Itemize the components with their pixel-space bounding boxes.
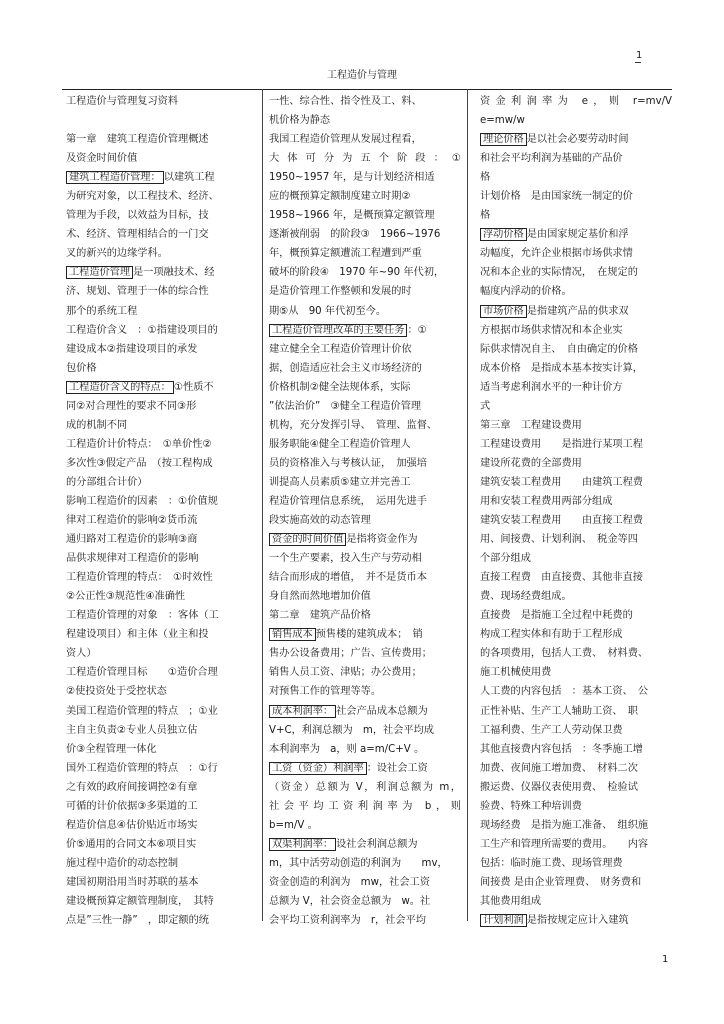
text-line [269,244,461,263]
line-text: 工程造价计价特点： ①单价性② [66,438,212,450]
line-text: 用、间接费、计划利润、 税金等四 [480,534,638,546]
line-text: 点是”三性一静” ，即定额的统 [66,915,209,927]
text-line [66,740,256,759]
line-text: 建筑安装工程费用 由建筑工程费 [480,476,643,488]
line-text: 工程造价管理的特点： ①时效性 [66,572,213,584]
text-line [269,797,461,816]
text-line [66,168,256,187]
text-line [269,149,461,168]
text-line [66,702,256,721]
line-text: 包括：临时施工费、现场管理费 [480,857,623,869]
text-line [66,187,256,206]
boxed-term: 计划利润 [480,914,527,927]
text-line [269,835,461,854]
line-text: 程造价管理信息系统， 运用先进手 [269,495,427,507]
text-line [480,397,672,416]
text-line [480,625,672,644]
line-text: 建筑安装工程费用 由直接工程费 [480,515,643,527]
line-text: 国外工程造价管理的特点 ：①行 [66,762,218,774]
line-text: 的分部组合计价） [66,476,148,488]
text-line [480,130,672,149]
text-line [269,263,461,282]
text-line [66,206,256,225]
text-column-left [66,92,256,930]
text-line [66,435,256,454]
text-line [66,549,256,568]
line-text: 直接费 是指施工全过程中耗费的 [480,610,633,622]
line-text: 济、规划、管理于一体的综合性 [66,286,209,298]
text-line [269,492,461,511]
text-line [66,130,256,149]
boxed-term: 工程造价含义的特点： [66,381,174,394]
line-text: 服务职能④健全工程造价管理人 [269,438,411,450]
line-text: 破坏的阶段④ 1970 年~90 年代初， [269,267,445,279]
text-line [269,302,461,321]
text-line [480,759,672,778]
boxed-term: 建筑工程造价管理： [66,171,164,184]
line-text: 工程造价与管理复习资料 [66,96,179,107]
page-number-top: 1 [636,50,643,61]
line-text: 以建筑工程 [163,172,215,184]
text-line [480,606,672,625]
line-text: 人工费的内容包括 ：基本工资、 公 [480,686,649,698]
text-line [480,816,672,835]
line-text: 正性补贴、生产工人辅助工资、 职 [480,705,638,717]
text-line [66,606,256,625]
text-line [269,778,461,797]
page-number-bottom: 1 [662,954,669,965]
text-line [480,721,672,740]
column-divider-2 [467,89,468,921]
text-line [269,454,461,473]
line-text: 个部分组成 [480,553,531,565]
text-line [269,168,461,187]
line-text: 成的机制不同 [66,419,128,431]
line-text: ①性质不 [173,381,214,393]
line-text: 一性、综合性、指令性及工、料、 [269,96,422,107]
line-text: 建设概预算定额管理制度， 其特 [66,895,214,907]
line-text: 品供求规律对工程造价的影响 [66,553,199,565]
text-line [269,397,461,416]
line-text: 加费、夜间施工增加费、 材料二次 [480,762,638,774]
line-text: 通归路对工程造价的影响③商 [66,534,198,546]
line-text: 用和安装工程费用两部分组成 [480,495,613,507]
text-line [480,873,672,892]
line-text: 格 [480,172,491,184]
text-line [480,778,672,797]
text-line [480,282,672,301]
text-line [269,530,461,549]
line-text: 大体可分为五个阶段：① [269,153,461,165]
text-line [480,263,672,282]
text-line [269,587,461,606]
line-text: ②公正性③规范性④准确性 [66,591,186,603]
text-line [269,721,461,740]
text-line [269,702,461,721]
text-line [480,797,672,816]
line-text: 及资金时间价值 [66,153,138,165]
line-text: 间接费 是由企业管理费、 财务费和 [480,876,642,888]
line-text: 工程建设费用 是指进行某项工程 [480,438,643,450]
text-line [66,92,256,111]
line-text: 训提高人员素质⑤建立并完善工 [269,476,411,488]
line-text: 影响工程造价的因素 ：①价值规 [66,495,218,507]
line-text: b=m/V 。 [269,819,318,831]
text-line [269,282,461,301]
line-text: 际供求情况自主、 自由确定的价格 [480,343,638,355]
line-text: 一个生产要素，投入生产与劳动相 [269,553,422,565]
line-text: 销售人员工资、津贴；办公费用； [269,667,422,679]
text-line [480,644,672,663]
line-text: 段实施高效的动态管理 [269,515,371,527]
line-text: 价③全程管理一体化 [66,743,157,755]
line-text: 资金创造的利润为 mw，社会工资 [269,876,430,888]
text-line [66,873,256,892]
text-line [66,682,256,701]
text-line [269,416,461,435]
text-line [269,511,461,530]
line-text: 况和本企业的实际情况， 在规定的 [480,267,638,279]
line-text: 计划价格 是由国家统一制定的价 [480,191,633,203]
text-line [480,321,672,340]
line-text: 那个的系统工程 [66,305,138,317]
text-line [66,721,256,740]
line-text: 社会产品成本总额为 [336,705,428,717]
line-text: 预售楼的建筑成本； 销 [315,629,423,641]
line-text: 1950~1957 年，是与计划经济相适 [269,172,435,184]
text-line [66,911,256,930]
line-text: 据，创造适应社会主义市场经济的 [269,362,422,374]
line-text: 直接工程费 由直接费、其他非直接 [480,572,643,584]
line-text: ：① [407,324,427,336]
line-text: 成本价格 是指成本基本按实计算， [480,362,643,374]
text-line [66,263,256,282]
line-text: 1958~1966 年，是概预算定额管理 [269,210,435,222]
text-line [66,321,256,340]
line-text: 本利润率为 a，则 a=m/C+V 。 [269,743,425,755]
line-text: 多次性③假定产品 （按工程构成 [66,457,213,469]
text-line [269,892,461,911]
text-line [480,473,672,492]
line-text: 会平均工资利润率为 r，社会平均 [269,915,426,927]
text-line [269,359,461,378]
line-text: 设社会利润总额为 [336,838,418,850]
text-line [269,473,461,492]
text-column-middle [269,92,461,930]
line-text: ②使投资处于受控状态 [66,686,167,698]
line-text: 美国工程造价管理的特点 ；①业 [66,705,218,717]
text-line [480,682,672,701]
line-text: 工程造价含义 ：①指建设项目的 [66,324,218,336]
line-text: 第一章 建筑工程造价管理概述 [66,134,209,146]
line-text: 工程造价管理的对象 ：客体（工 [66,610,219,622]
line-text: 工生产和管理所需要的费用。 内容 [480,838,649,850]
text-column-right [480,92,672,930]
text-line [66,225,256,244]
text-line [269,873,461,892]
line-text: 程建设项目）和主体（业主和投 [66,629,209,641]
text-line [480,225,672,244]
line-text: 适当考虑利润水平的一种计价方 [480,381,623,393]
line-text: 施工机械使用费 [480,667,552,679]
boxed-term: 市场价格 [480,305,527,318]
line-text: 资金利润率为 e，则 r=mv/V [480,96,672,107]
line-text: 资人） [66,648,97,660]
page-header-title: 工程造价与管理 [327,70,397,81]
line-text: 是指将资金作为 [346,534,418,546]
line-text: 现场经费 是指为施工准备、 组织施 [480,819,649,831]
text-line [66,816,256,835]
line-text: 售办公设备费用；广告、宣传费用； [269,648,432,660]
boxed-term: 工程造价管理 [66,266,133,279]
text-line [66,454,256,473]
text-line [480,378,672,397]
line-text: 应的概预算定额制度建立时期② [269,191,411,203]
text-line [480,835,672,854]
text-line [66,492,256,511]
line-text: 建设所花费的全部费用 [480,457,582,469]
text-line [480,740,672,759]
text-line [480,435,672,454]
text-line [480,702,672,721]
text-line [269,682,461,701]
text-line [480,302,672,321]
text-line [66,397,256,416]
line-text: 机构，充分发挥引导、 管理、监督、 [269,419,438,431]
line-text: 式 [480,400,491,412]
text-line [480,892,672,911]
line-text: 主自主负责②专业人员独立估 [66,724,198,736]
text-line [480,663,672,682]
text-line [269,911,461,930]
text-line [66,625,256,644]
text-line [66,378,256,397]
text-line [66,663,256,682]
line-text: 程造价信息④估价贴近市场实 [66,819,198,831]
line-text: 机价格为静态 [269,115,331,127]
page-number-dash [635,62,641,63]
line-text: 同②对合理性的要求不同③形 [66,400,197,412]
line-text: 第二章 建筑产品价格 [269,610,371,622]
line-text: 对预售工作的管理等等。 [269,686,382,698]
text-line [480,340,672,359]
text-line [269,111,461,130]
text-line [480,587,672,606]
text-line [269,740,461,759]
line-text: 结合而形成的增值， 并不是货币本 [269,572,427,584]
text-line [269,435,461,454]
line-text: 费、现场经费组成。 [480,591,572,603]
line-text: （资金）总额为 V，利润总额为 m， [269,781,461,793]
text-line [480,492,672,511]
line-text: 是指建筑产品的供求双 [526,305,629,317]
text-line [269,225,461,244]
line-text: 建设成本②指建设项目的承发 [66,343,198,355]
text-line [269,321,461,340]
text-line [480,92,672,111]
text-line [269,759,461,778]
line-text: 是一项融技术、经 [133,267,215,279]
text-line [66,644,256,663]
text-line [480,549,672,568]
line-text: 身自然而然地增加价值 [269,591,371,603]
boxed-term: 工程造价管理改革的主要任务 [269,324,407,337]
text-line [66,340,256,359]
text-line [269,340,461,359]
text-line [66,282,256,301]
boxed-term: 理论价格 [480,133,527,146]
boxed-term: 销售成本 [269,628,316,641]
line-text: 是指按规定应计入建筑 [526,915,629,927]
text-line [480,206,672,225]
line-text: 价格机制②健全法规体系，实际 [269,381,411,393]
line-text: 逐渐被削弱 的阶段③ 1966~1976 [269,229,441,241]
line-text: 方根据市场供求情况和本企业实 [480,324,623,336]
line-text: 期⑤从 90 年代初至今。 [269,305,387,317]
boxed-term: 资金的时间价值 [269,533,346,546]
text-line [269,92,461,111]
line-text: 叉的新兴的边缘学科。 [66,248,168,260]
line-text: 的各项费用，包括人工费、 材料费、 [480,648,649,660]
text-line [66,797,256,816]
text-line [66,568,256,587]
line-text: 建国初期沿用当时苏联的基本 [66,876,199,888]
text-line [480,568,672,587]
text-line [480,187,672,206]
text-line [66,854,256,873]
line-text: 是造价管理工作整顿和发展的时 [269,286,412,298]
text-line [480,244,672,263]
line-text: ”依法治价” ③健全工程造价管理 [269,400,422,412]
boxed-term: 工资（资金）利润率 [269,762,367,775]
text-line [66,149,256,168]
line-text: 包价格 [66,362,97,374]
text-line [66,835,256,854]
text-line [66,302,256,321]
line-text: 总额为 V，社会资金总额为 w。社 [269,895,431,907]
line-text: 社会平均工资利润率为 b，则 [269,800,461,812]
line-text: 动幅度，允许企业根据市场供求情 [480,248,633,260]
text-line [480,911,672,930]
text-line [480,530,672,549]
line-text: 和社会平均利润为基础的产品价 [480,153,623,165]
text-line [66,473,256,492]
line-text: 价⑤通用的合同文本⑥项目实 [66,838,197,850]
line-text: 格 [480,210,491,222]
line-text: 其他费用组成 [480,895,542,907]
line-text: 工程造价管理目标 ①造价合理 [66,667,218,679]
line-text: 构成工程实体和有助于工程形成 [480,629,623,641]
line-text: 员的资格准入与考核认证， 加强培 [269,457,427,469]
line-text: 管理为手段，以效益为目标，技 [66,210,209,222]
text-line [480,416,672,435]
line-text: 施过程中造价的动态控制 [66,857,179,869]
line-text: 可循的计价依据③多渠道的工 [66,800,198,812]
line-text: 我国工程造价管理从发展过程看， [269,134,422,146]
text-line [66,759,256,778]
text-line [269,187,461,206]
text-line [66,416,256,435]
text-line [269,378,461,397]
line-text: 工福利费、生产工人劳动保卫费 [480,724,623,736]
text-line [66,530,256,549]
text-line [269,854,461,873]
line-text: V+C，利润总额为 m，社会平均成 [269,724,434,736]
line-text: 年，概预算定额遭流工程遭到严重 [269,248,422,260]
text-line [66,244,256,263]
text-line [480,454,672,473]
text-line [66,511,256,530]
text-line [66,778,256,797]
line-text: 其他直接费内容包括 ：冬季施工增 [480,743,643,755]
text-line [480,359,672,378]
text-line [480,111,672,130]
text-line [480,854,672,873]
line-text: 是以社会必要劳动时间 [526,134,629,146]
boxed-term: 成本利润率： [269,705,336,718]
text-line [480,511,672,530]
text-line [66,892,256,911]
line-text: 之有效的政府间接调控②有章 [66,781,198,793]
line-text: 幅度内浮动的价格。 [480,286,572,298]
text-line [66,359,256,378]
line-text: 第三章 工程建设费用 [480,419,582,431]
text-line [480,149,672,168]
text-line [269,206,461,225]
text-line [269,549,461,568]
text-line [269,816,461,835]
line-text: 律对工程造价的影响②货币流 [66,515,198,527]
text-line [269,663,461,682]
line-text: 为研究对象，以工程技术、经济、 [66,191,219,203]
line-text: 术、经济、管理相结合的一门交 [66,229,209,241]
boxed-term: 双渠利润率： [269,838,336,851]
line-text: 搬运费、仪器仪表使用费、 检验试 [480,781,638,793]
line-text: 建立健全全工程造价管理计价依 [269,343,412,355]
boxed-term: 浮动价格 [480,228,527,241]
text-line [66,587,256,606]
text-line [269,644,461,663]
line-text: e=mw/w [480,115,525,127]
text-line [66,111,256,130]
text-line [269,130,461,149]
text-line [480,168,672,187]
line-text: 验费、特殊工种培训费 [480,800,582,812]
line-text: m，其中活劳动创造的利润为 mv， [269,857,448,869]
column-divider-1 [262,89,263,921]
header-rule [62,89,672,90]
text-line [269,625,461,644]
text-line [269,606,461,625]
text-line [269,568,461,587]
line-text: 是由国家规定基价和浮 [526,229,629,241]
line-text: ：设社会工资 [366,762,428,774]
